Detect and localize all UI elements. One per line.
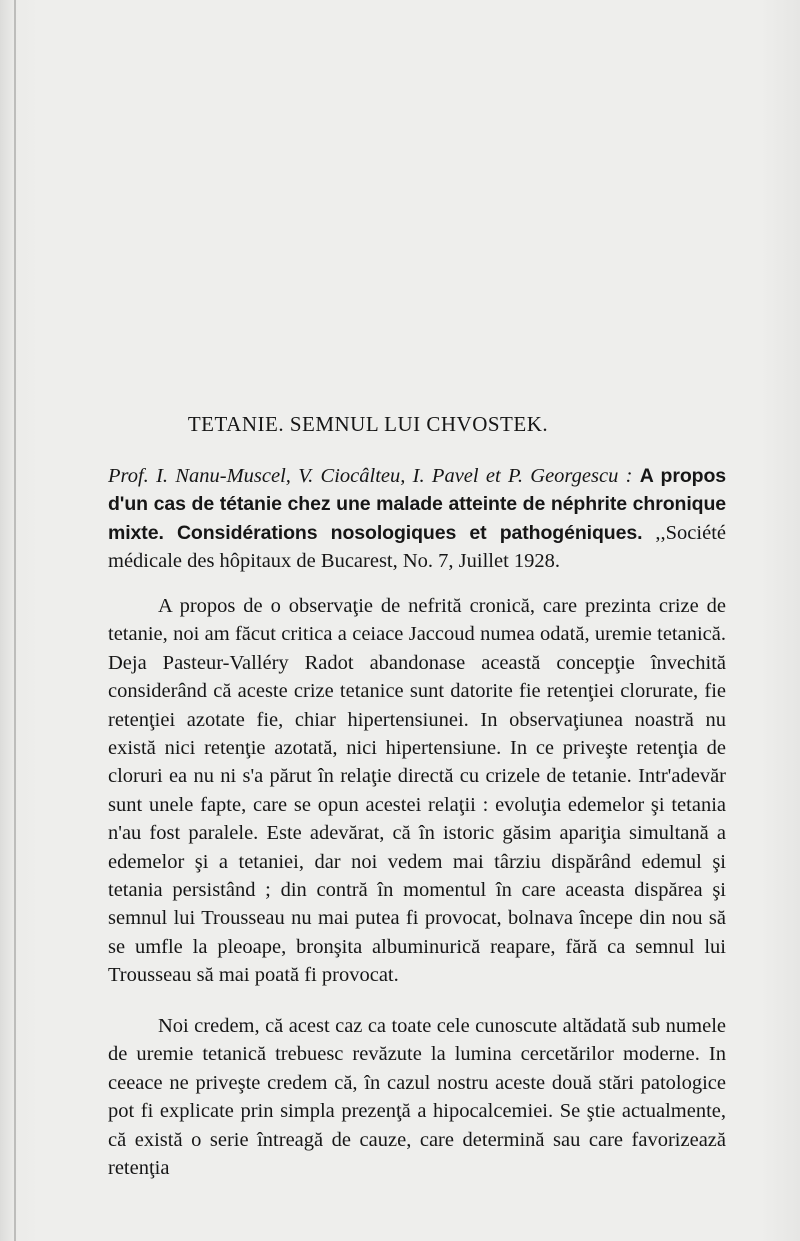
page-gutter-shadow [14,0,16,1241]
page-title: TETANIE. SEMNUL LUI CHVOSTEK. [187,412,549,436]
reference-article-title: A propos d'un cas de tétanie chez une malade atteinte de néphrite chronique mixte. Considérations nosologiques et pathogéniques. [108,465,727,544]
paragraph-2: Noi credem, că acest caz ca toate cele cunoscute altădată sub numele de uremie tetanică trebuesc revăzute la lumina cercetărilor moderne. In ceeace ne priveşte credem că, în cazul nostru aceste două stări patologice pot fi explicate prin simpla prezenţă a hipocalcemiei. Se ştie actualmente, că există o serie întreagă de cauze, care determină sau care favorizează retenţia [108,1015,726,1180]
paragraph-1: A propos de o observaţie de nefrită cronică, care prezinta crize de tetanie, noi am făcut critica a ceiace Jaccoud numea odată, uremie tetanică. Deja Pasteur-Valléry Radot abandonase această concepţie învechită considerând că aceste crize tetanice sunt datorite fie retenţiei clorurate, fie retenţiei azotate fie, chiar hipertensiunei. In observaţiunea noastră nu există nici retenţie azotată, nici hipertensiune. In ce priveşte retenţia de cloruri ea nu ni s'a părut în relaţie directă cu crizele de tetanie. Intr'adevăr sunt unele fapte, care se opun acestei relaţii : evoluţia edemelor şi tetania n'au fost paralele. Este adevărat, că în istoric găsim apariţia simultană a edemelor şi a tetaniei, dar noi vedem mai târziu dispărând edemul şi tetania persistând ; din contră în momentul în care aceasta dispărea şi semnul lui Trousseau nu mai putea fi provocat, bolnava începe din nou să se umfle la pleoape, bronşita albuminurică reapare, fără ca semnul lui Trousseau să mai poată fi provocat. [108,595,726,987]
reference-source: ,,Société médicale des hôpitaux de Bucarest, No. 7, Juillet 1928. [108,521,726,573]
reference-authors: Prof. I. Nanu-Muscel, V. Ciocâlteu, I. Pavel et P. Georgescu : [108,465,633,487]
bibliographic-reference [108,462,726,576]
